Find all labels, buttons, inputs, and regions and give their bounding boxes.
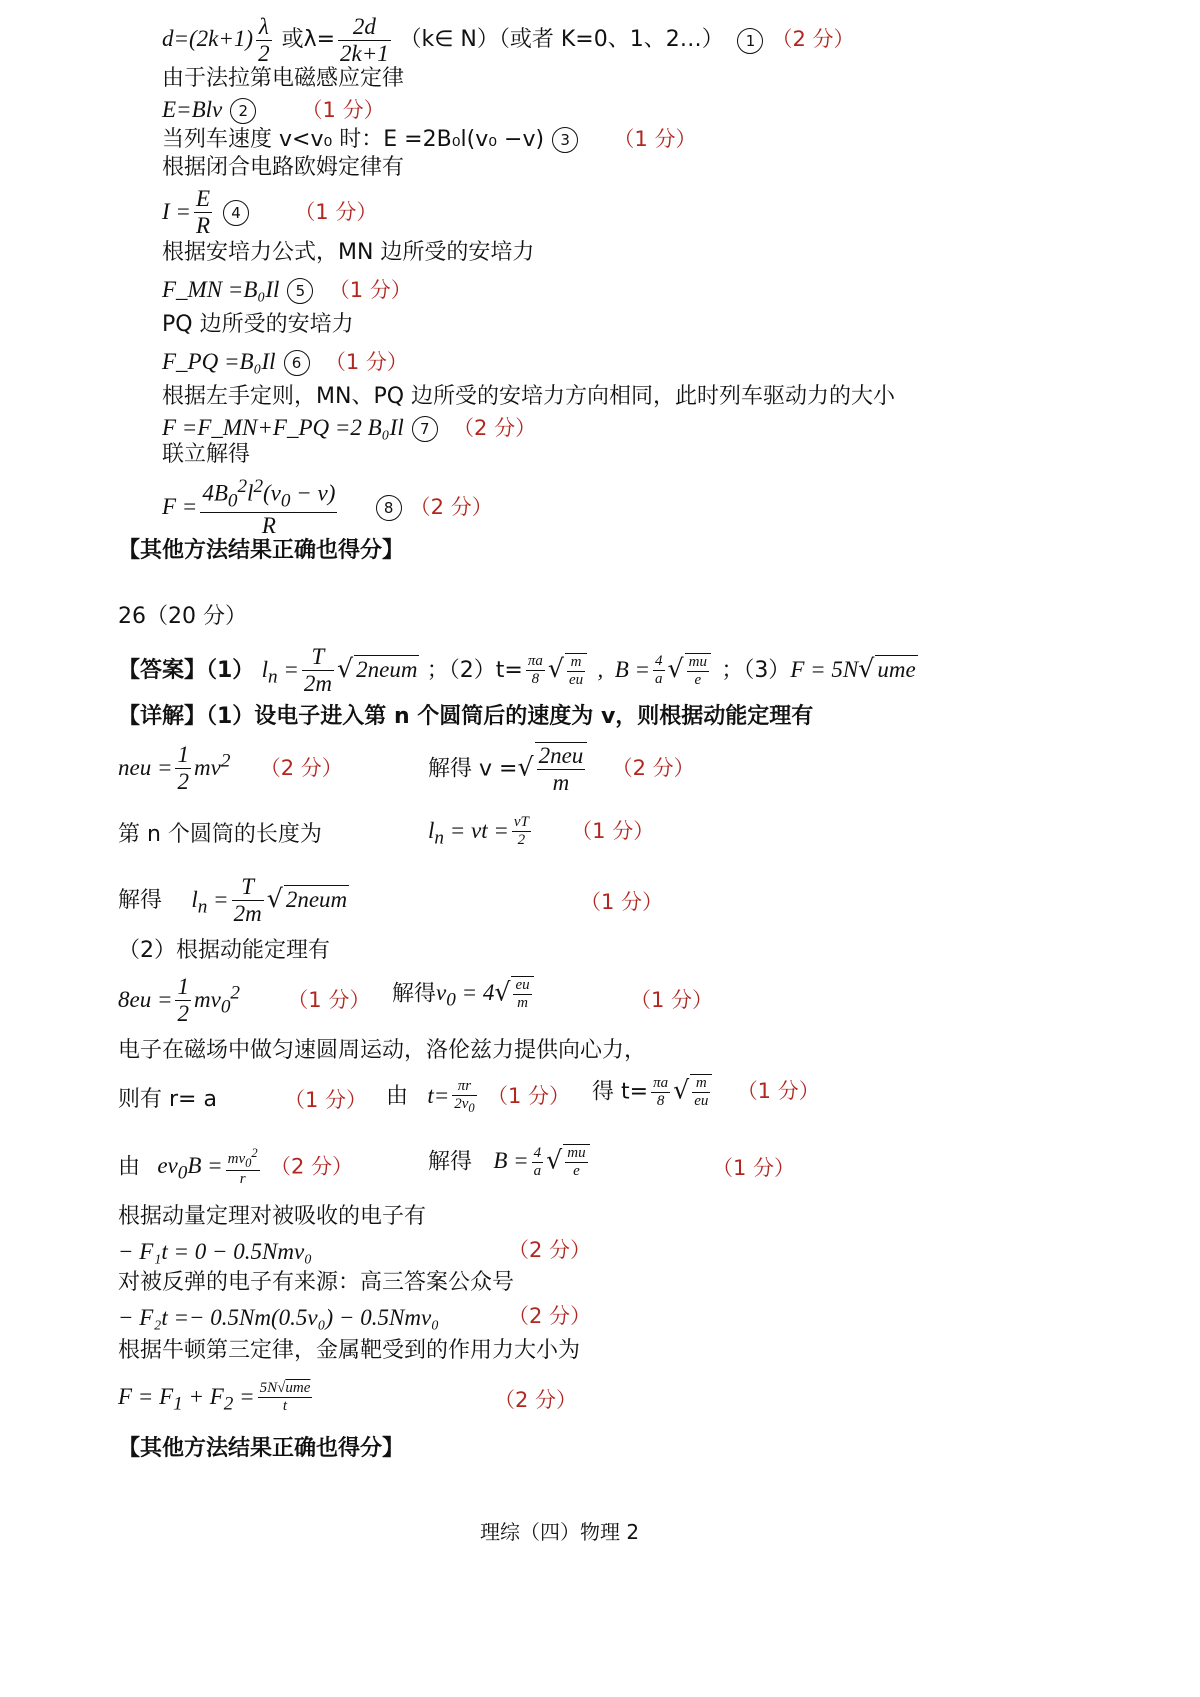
eq-lorentz-line: 由 $ev_0B$ = $\frac{mv_0^2}{r}$ （2 分）: [118, 1146, 354, 1188]
eq-neu-line: neu = $\frac{1}{2}$ $mv^2$ （2 分）: [118, 742, 343, 795]
score-t: （1 分）: [486, 1083, 571, 1108]
score-v: （2 分）: [611, 756, 695, 781]
eq-f1: − F₁t = 0 − 0.5Nmv₀: [118, 1239, 313, 1264]
score-neu: （2 分）: [259, 755, 343, 780]
eq-ln-solved: 解得 $l_n$ = $\frac{T}{2m}$ √ 2neum: [118, 874, 348, 927]
eq-8eu-line: 8eu = $\frac{1}{2}$ $mv_0^2$ （1 分）: [118, 974, 371, 1027]
cylinder-length-text: 第 n 个圆筒的长度为: [118, 822, 322, 847]
newton-third-law-text: 根据牛顿第三定律，金属靶受到的作用力大小为: [118, 1338, 581, 1363]
faraday-law-text: 由于法拉第电磁感应定律: [162, 66, 405, 91]
speed-condition-text: 当列车速度 v<v₀ 时：E =2B₀l(v₀ −v): [162, 127, 545, 152]
eq-emf-line: [162, 96, 385, 125]
score-5: （1 分）: [328, 278, 412, 302]
eq-total-force: F =F_MN+F_PQ =2 B₀Il: [162, 415, 404, 440]
detail-intro: [118, 704, 813, 730]
score-8eu: （1 分）: [287, 987, 371, 1012]
eq-number-7: 7: [412, 416, 438, 442]
answer-label: 【答案】（1）: [118, 657, 255, 683]
get-t-label: 得 t=: [592, 1079, 649, 1105]
detail-text: 【详解】（1）设电子进入第 n 个圆筒后的速度为 v，则根据动能定理有: [118, 704, 814, 729]
question-26-header: 26（20 分）: [118, 604, 247, 629]
eq-fmn-line: [162, 276, 412, 305]
eq-number-1: 1: [737, 28, 763, 54]
radius-text: 则有 r= a: [118, 1087, 217, 1112]
eq-d-condition: d=(2k+1) $\frac{\lambda}{2}$ 或λ= $\frac{2d}{2k+1}$ （k∈ N）（或者 K=0、1、2…） 1 （2 分）: [162, 14, 855, 67]
momentum-text: 根据动量定理对被吸收的电子有: [118, 1204, 427, 1229]
answer-line: 【答案】（1） $l_n$ = $\frac{T}{2m}$ √ 2neum ；（2）t= $\frac{\pi a}{8}$ √ $\frac{m}{eu}$ , B = $\frac{4}{a}$ √ $\frac{mu}{e}$ ；（3）F = 5N√ ume: [118, 644, 916, 697]
eq-v0-line: 解得$v_0 = 4√$ $\frac{eu}{m}$: [392, 976, 537, 1013]
eq-number-3: 3: [552, 127, 578, 153]
k-condition: （k∈ N）（或者 K=0、1、2…）: [399, 27, 724, 53]
score-f: （2 分）: [494, 1388, 578, 1412]
eq-t-from: 由 t= $\frac{\pi r}{2v_0}$ （1 分）: [386, 1078, 571, 1116]
score-r: （1 分）: [284, 1088, 368, 1112]
eq-total-force-line: [162, 414, 536, 443]
score-t2: （1 分）: [736, 1079, 820, 1104]
page-footer: 理综（四）物理 2: [480, 1520, 640, 1544]
eq-fmn: F_MN =B₀Il: [162, 277, 280, 302]
solve-v0-label: 解得: [392, 981, 437, 1007]
rebound-text: 对被反弹的电子有来源：高三答案公众号: [118, 1270, 515, 1295]
score-v0: （1 分）: [630, 988, 714, 1012]
answer-sep-3: ；（3）: [721, 657, 791, 683]
eq-speed-line: [162, 126, 696, 154]
pq-force-text: PQ 边所受的安培力: [162, 312, 354, 337]
by-t-label: 由: [386, 1083, 409, 1109]
ampere-force-text: 根据安培力公式，MN 边所受的安培力: [162, 240, 535, 265]
eq-radius: [118, 1086, 217, 1114]
score-1: （2 分）: [771, 27, 855, 52]
score-ln: （1 分）: [580, 890, 664, 914]
eq-b-line: 解得 B = $\frac{4}{a}$ √ $\frac{mu}{e}$: [428, 1144, 593, 1181]
solve-ln-label: 解得: [118, 887, 163, 913]
score-b: （1 分）: [712, 1156, 796, 1180]
eq-current-line: I = $\frac{E}{R}$ 4 （1 分）: [162, 186, 378, 239]
score-7: （2 分）: [453, 416, 537, 440]
eq-emf: E=Blv: [162, 97, 223, 122]
eq-ln-vt: $l_n$ = vt = $\frac{vT}{2}$ （1 分）: [428, 814, 655, 849]
eq-number-6: 6: [284, 350, 310, 376]
other-methods-note-2: 【其他方法结果正确也得分】: [118, 1436, 405, 1461]
other-methods-note-1: 【其他方法结果正确也得分】: [118, 538, 405, 563]
eq-fpq-line: [162, 348, 408, 377]
by-ev-label: 由: [118, 1154, 141, 1180]
eq-v-line: 解得 v =√ $\frac{\text{2neu}}{m}$ （2 分）: [428, 743, 695, 796]
score-8: （2 分）: [409, 494, 493, 519]
eq-number-2: 2: [230, 98, 256, 124]
answer-sep-2: ；（2）t=: [426, 657, 523, 683]
score-4: （1 分）: [294, 199, 378, 224]
circular-motion-text: 电子在磁场中做匀速圆周运动，洛伦兹力提供向心力，: [118, 1038, 647, 1063]
score-2: （1 分）: [301, 98, 385, 122]
score-3: （1 分）: [613, 127, 697, 151]
score-len: （1 分）: [571, 818, 655, 843]
eq-f2: − F₂t =− 0.5Nm(0.5v₀) − 0.5Nmv₀: [118, 1305, 440, 1330]
left-hand-rule-text: 根据左手定则，MN、PQ 边所受的安培力方向相同，此时列车驱动力的大小: [162, 384, 896, 409]
score-ev: （2 分）: [269, 1154, 354, 1179]
eq-or-lambda-label: 或λ=: [274, 27, 336, 53]
combine-solve-text: 联立解得: [162, 442, 251, 467]
eq-number-8: 8: [376, 495, 402, 521]
ohm-law-text: 根据闭合电路欧姆定律有: [162, 155, 405, 180]
eq-final-f: $F = F_1 + F_2$ = $\frac{\text{5N√ume}}{t}$: [118, 1380, 311, 1415]
score-6: （1 分）: [324, 350, 408, 374]
solve-b-label: 解得: [428, 1149, 473, 1175]
eq-t-result: 得 t= $\frac{\pi a}{8}$ √ $\frac{m}{eu}$ （1 分）: [592, 1074, 820, 1110]
score-f2: （2 分）: [508, 1304, 592, 1328]
eq-fpq: F_PQ =B₀Il: [162, 349, 276, 374]
part-2-intro: （2）根据动能定理有: [118, 938, 330, 963]
eq-number-5: 5: [287, 278, 313, 304]
eq-number-4: 4: [223, 200, 249, 226]
eq-final-force-line: F = $\frac{4B_0^2l^2(v_0 - v)}{R}$ 8 （2 分）: [162, 476, 493, 539]
score-f1: （2 分）: [508, 1238, 592, 1262]
solve-v-label: 解得 v =: [428, 756, 518, 782]
